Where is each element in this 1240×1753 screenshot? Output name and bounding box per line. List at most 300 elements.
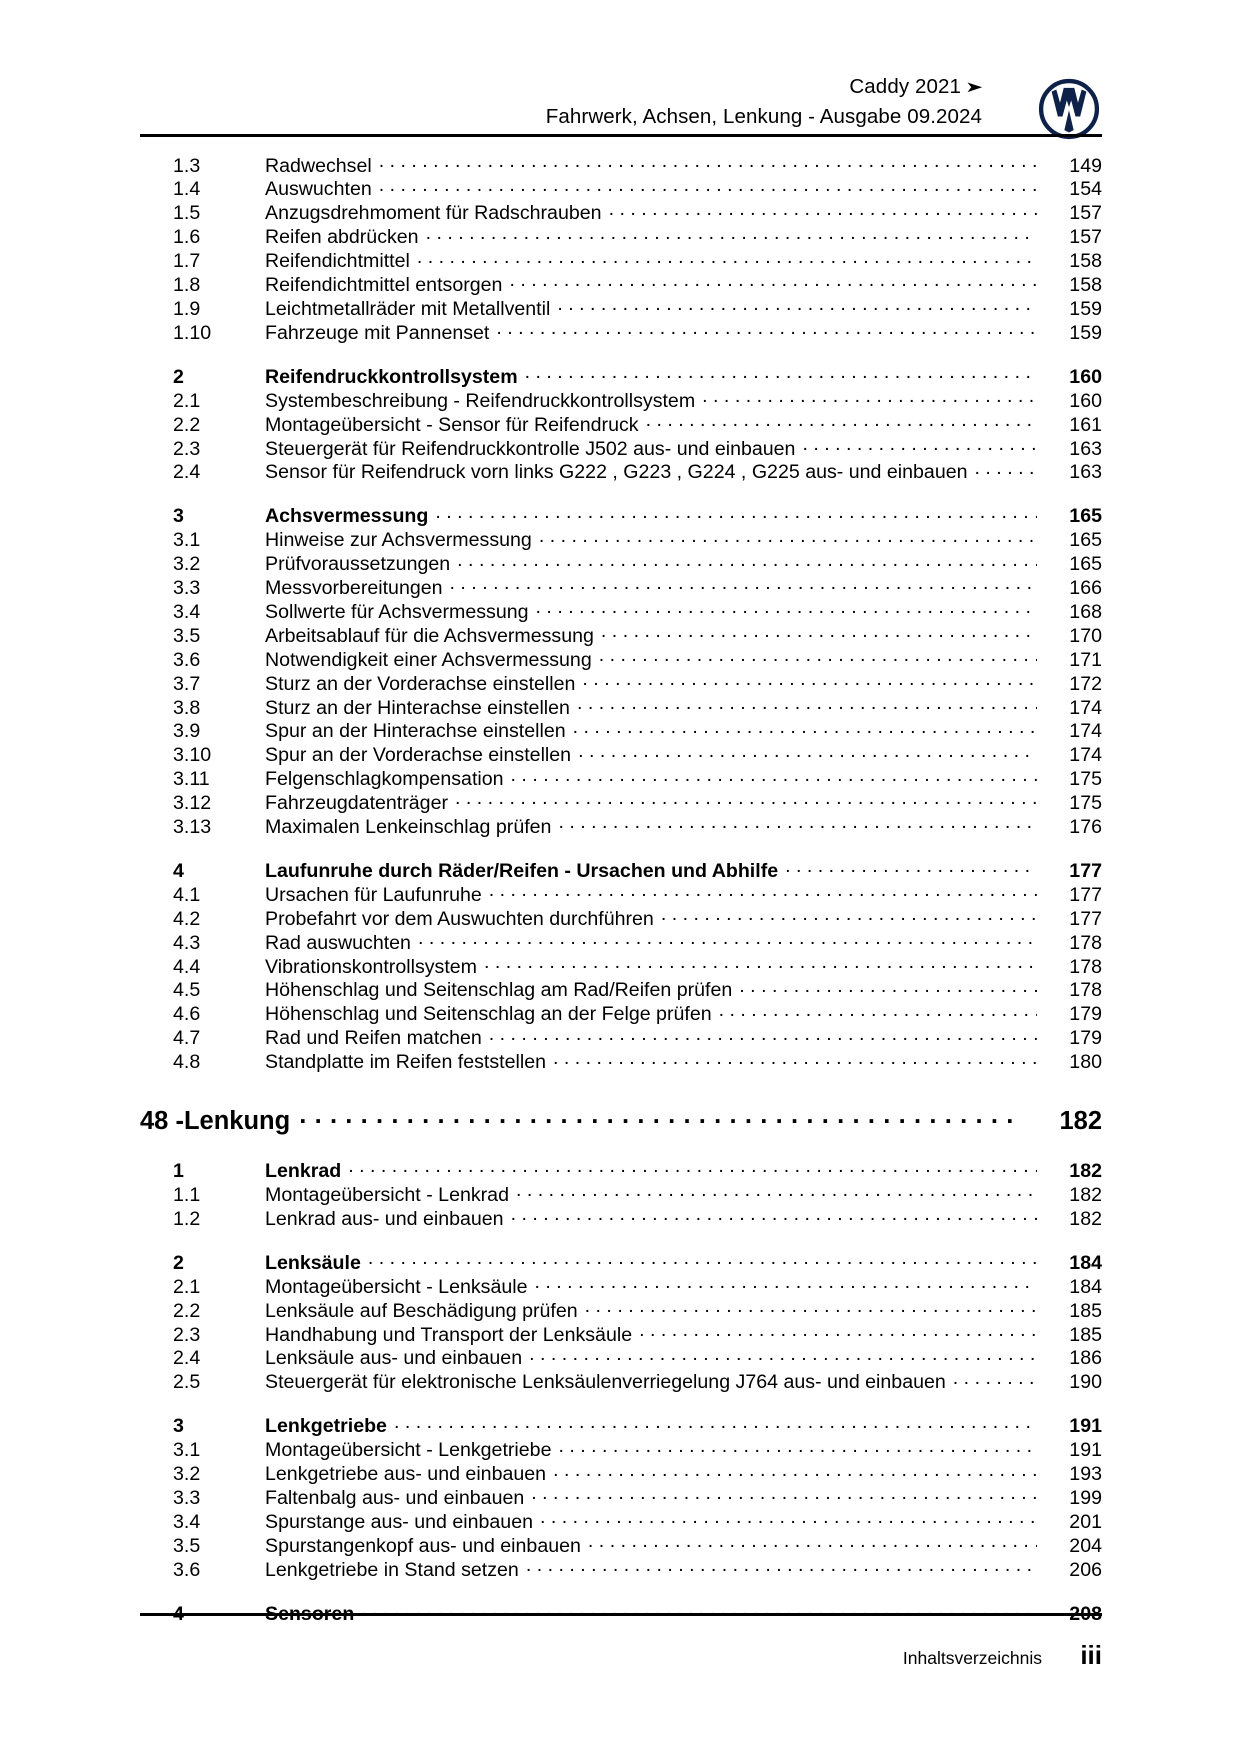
toc-entry-row[interactable] (173, 646, 1102, 670)
toc-entry-row[interactable] (173, 1345, 1102, 1369)
toc-entry-title: Reifendruckkontrollsystem (265, 365, 518, 388)
toc-indent-wrapper (140, 1273, 1102, 1297)
toc-leader-dots (639, 1321, 1037, 1341)
toc-leader-dots (975, 459, 1037, 479)
toc-entry-page: 163 (1069, 461, 1102, 484)
toc-entry-row[interactable] (173, 905, 1102, 929)
toc-leader-dots (348, 1157, 1037, 1177)
toc-entry-row[interactable] (173, 295, 1102, 319)
toc-leader-dots (557, 295, 1037, 315)
toc-entry-row[interactable] (173, 1205, 1102, 1229)
toc-leader-dots (802, 435, 1037, 455)
toc-entry-title: Lenkgetriebe in Stand setzen (265, 1558, 519, 1581)
toc-entry-page: 168 (1069, 600, 1102, 623)
toc-entry-row[interactable] (173, 459, 1102, 483)
toc-indent-wrapper (140, 551, 1102, 575)
toc-entry-number: 3.3 (173, 577, 201, 600)
toc-entry-number: 2 (173, 1251, 184, 1274)
toc-entry-row[interactable] (173, 574, 1102, 598)
toc-entry-number: 1.3 (173, 154, 201, 177)
toc-entry-number: 3.13 (173, 815, 212, 838)
toc-entry-page: 157 (1069, 226, 1102, 249)
toc-entry-number: 1.9 (173, 297, 201, 320)
toc-entry-page: 182 (1069, 1207, 1102, 1230)
toc-entry-number: 2.2 (173, 413, 201, 436)
toc-entry-page: 185 (1069, 1323, 1102, 1346)
toc-entry-title: Notwendigkeit einer Achsvermessung (265, 648, 592, 671)
toc-entry-row[interactable] (173, 176, 1102, 200)
toc-leader-dots (511, 766, 1037, 786)
toc-entry-title: Steuergerät für elektronische Lenksäulenverriegelung J764 aus- und einbauen (265, 1371, 946, 1394)
toc-entry-number: 1.4 (173, 178, 201, 201)
toc-entry-title: Systembeschreibung - Reifendruckkontrollsystem (265, 389, 696, 412)
toc-entry-page: 159 (1069, 297, 1102, 320)
toc-leader-dots (577, 694, 1037, 714)
toc-entry-row[interactable] (173, 551, 1102, 575)
toc-leader-dots (785, 857, 1037, 877)
toc-entry-row[interactable] (173, 1532, 1102, 1556)
toc-leader-dots (953, 1369, 1037, 1389)
toc-entry-number: 3 (173, 1415, 184, 1438)
toc-leader-dots (489, 1025, 1037, 1045)
toc-leader-dots (455, 789, 1037, 809)
toc-entry-row[interactable] (173, 271, 1102, 295)
toc-entry-row[interactable] (173, 598, 1102, 622)
toc-indent-wrapper (140, 1345, 1102, 1369)
toc-leader-dots (535, 1273, 1038, 1293)
toc-entry-page: 172 (1069, 672, 1102, 695)
toc-entry-title: Vibrationskontrollsystem (265, 955, 477, 978)
toc-entry-title: Leichtmetallräder mit Metallventil (265, 297, 551, 320)
toc-entry-page: 208 (1069, 1602, 1102, 1625)
toc-indent-wrapper (140, 387, 1102, 411)
toc-entry-number: 2.3 (173, 1323, 201, 1346)
toc-entry-title: Sturz an der Hinterachse einstellen (265, 696, 570, 719)
toc-entry-title: Felgenschlagkompensation (265, 768, 504, 791)
toc-section-row[interactable] (173, 1413, 1102, 1437)
toc-entry-number: 1.2 (173, 1207, 201, 1230)
toc-entry-number: 4.6 (173, 1003, 201, 1026)
toc-indent-wrapper (140, 574, 1102, 598)
toc-entry-page: 191 (1069, 1439, 1102, 1462)
toc-entry-title: Sensoren (265, 1602, 355, 1625)
toc-leader-dots (426, 224, 1037, 244)
toc-entry-page: 185 (1069, 1299, 1102, 1322)
toc-entry-title: Laufunruhe durch Räder/Reifen - Ursachen und Abhilfe (265, 859, 779, 882)
toc-indent-wrapper (140, 319, 1102, 343)
toc-leader-dots (558, 813, 1037, 833)
toc-entry-page: 204 (1069, 1534, 1102, 1557)
toc-entry-title: Lenkung (183, 1106, 291, 1135)
toc-entry-title: Sturz an der Vorderachse einstellen (265, 672, 576, 695)
toc-leader-dots (525, 363, 1037, 383)
toc-leader-dots (526, 1556, 1037, 1576)
toc-entry-page: 170 (1069, 624, 1102, 647)
toc-entry-number: 4.1 (173, 883, 201, 906)
toc-indent-wrapper (140, 1321, 1102, 1345)
toc-entry-row[interactable] (173, 248, 1102, 272)
toc-entry-title: Reifendichtmittel (265, 250, 410, 273)
toc-entry-row[interactable] (173, 789, 1102, 813)
toc-indent-wrapper (140, 1437, 1102, 1461)
toc-leader-dots (702, 387, 1037, 407)
toc-entry-row[interactable] (173, 953, 1102, 977)
toc-entry-row[interactable] (173, 1025, 1102, 1049)
toc-indent-wrapper (140, 152, 1102, 176)
toc-entry-page: 201 (1069, 1510, 1102, 1533)
toc-entry-page: 174 (1069, 696, 1102, 719)
toc-leader-dots (417, 248, 1037, 268)
toc-indent-wrapper (140, 622, 1102, 646)
toc-leader-dots (361, 1600, 1037, 1620)
toc-leader-dots (573, 718, 1037, 738)
toc-entry-title: Lenksäule aus- und einbauen (265, 1347, 523, 1370)
toc-entry-page: 184 (1069, 1251, 1102, 1274)
toc-leader-dots (719, 1001, 1037, 1021)
toc-entry-number: 4.4 (173, 955, 201, 978)
toc-leader-dots (609, 200, 1037, 220)
toc-indent-wrapper (140, 929, 1102, 953)
toc-indent-wrapper (140, 1413, 1102, 1437)
toc-entry-page: 191 (1069, 1415, 1102, 1438)
toc-entry-row[interactable] (173, 1437, 1102, 1461)
toc-entry-number: 3.6 (173, 1558, 201, 1581)
toc-entry-page: 182 (1059, 1106, 1102, 1135)
toc-leader-dots (418, 929, 1037, 949)
toc-leader-dots (601, 622, 1037, 642)
toc-section-row[interactable] (173, 1249, 1102, 1273)
toc-indent-wrapper (140, 1484, 1102, 1508)
toc-entry-number: 4 (173, 859, 184, 882)
toc-entry-row[interactable] (173, 1297, 1102, 1321)
toc-entry-row[interactable] (173, 766, 1102, 790)
toc-indent-wrapper (140, 694, 1102, 718)
page-footer (140, 1640, 1102, 1671)
toc-entry-row[interactable] (173, 622, 1102, 646)
toc-entry-row[interactable] (173, 1369, 1102, 1393)
toc-leader-dots (539, 527, 1037, 547)
toc-entry-number: 3.10 (173, 744, 212, 767)
toc-entry-page: 171 (1069, 648, 1102, 671)
toc-entry-number: 4.3 (173, 931, 201, 954)
toc-entry-row[interactable] (173, 152, 1102, 176)
toc-entry-row[interactable] (173, 527, 1102, 551)
toc-entry-row[interactable] (173, 1001, 1102, 1025)
toc-entry-number: 2.1 (173, 389, 201, 412)
toc-indent-wrapper (140, 411, 1102, 435)
toc-entry-number: 1.1 (173, 1183, 201, 1206)
toc-entry-row[interactable] (173, 387, 1102, 411)
toc-entry-number: 48 - (140, 1106, 184, 1135)
toc-leader-dots (739, 977, 1037, 997)
toc-entry-page: 184 (1069, 1275, 1102, 1298)
toc-entry-number: 2.4 (173, 1347, 201, 1370)
toc-entry-page: 165 (1069, 529, 1102, 552)
toc-entry-title: Spur an der Vorderachse einstellen (265, 744, 572, 767)
toc-leader-dots (435, 503, 1037, 523)
toc-leader-dots (646, 411, 1037, 431)
toc-indent-wrapper (140, 905, 1102, 929)
toc-indent-wrapper (140, 1600, 1102, 1624)
toc-entry-row[interactable] (173, 670, 1102, 694)
toc-entry-row[interactable] (173, 929, 1102, 953)
toc-entry-title: Montageübersicht - Sensor für Reifendruck (265, 413, 639, 436)
toc-entry-page: 178 (1069, 979, 1102, 1002)
toc-entry-row[interactable] (173, 200, 1102, 224)
toc-indent-wrapper (140, 459, 1102, 483)
toc-entry-title: Faltenbalg aus- und einbauen (265, 1487, 525, 1509)
toc-entry-title: Sensor für Reifendruck vorn links G222 , G223 , G224 , G225 aus- und einbauen (265, 461, 968, 484)
toc-leader-dots (368, 1249, 1037, 1269)
toc-entry-title: Spurstange aus- und einbauen (265, 1510, 533, 1533)
toc-entry-title: Messvorbereitungen (265, 577, 443, 600)
toc-indent-wrapper (140, 295, 1102, 319)
toc-leader-dots (553, 1461, 1037, 1481)
toc-leader-dots (661, 905, 1037, 925)
toc-entry-title: Höhenschlag und Seitenschlag am Rad/Reifen prüfen (265, 979, 733, 1002)
toc-indent-wrapper (140, 881, 1102, 905)
toc-entry-title: Montageübersicht - Lenkgetriebe (265, 1439, 552, 1462)
toc-entry-page: 186 (1069, 1347, 1102, 1370)
toc-indent-wrapper (140, 789, 1102, 813)
toc-entry-number: 3.8 (173, 696, 201, 719)
toc-entry-title: Fahrzeugdatenträger (265, 792, 448, 815)
toc-indent-wrapper (140, 1297, 1102, 1321)
toc-entry-title: Lenkgetriebe aus- und einbauen (265, 1463, 547, 1486)
toc-leader-dots (489, 881, 1037, 901)
toc-entry-page: 165 (1069, 553, 1102, 576)
toc-entry-number: 4.7 (173, 1027, 201, 1050)
header-title-block (546, 72, 982, 131)
toc-entry-page: 193 (1069, 1463, 1102, 1486)
table-of-contents (140, 152, 1102, 1624)
toc-entry-title: Höhenschlag und Seitenschlag an der Felge prüfen (265, 1003, 712, 1026)
toc-entry-number: 2.3 (173, 437, 201, 460)
toc-section-row[interactable] (173, 857, 1102, 881)
toc-entry-page: 177 (1069, 883, 1102, 906)
toc-entry-row[interactable] (173, 435, 1102, 459)
toc-entry-row[interactable] (173, 881, 1102, 905)
toc-entry-number: 3.2 (173, 1463, 201, 1486)
toc-entry-number: 2.2 (173, 1299, 201, 1322)
toc-entry-page: 158 (1069, 250, 1102, 273)
toc-entry-number: 3.4 (173, 600, 201, 623)
toc-leader-dots (496, 319, 1037, 339)
header-model: Caddy 2021 (849, 75, 961, 98)
toc-indent-wrapper (140, 1001, 1102, 1025)
toc-entry-page: 163 (1069, 437, 1102, 460)
toc-entry-number: 2.4 (173, 461, 201, 484)
toc-indent-wrapper (140, 1532, 1102, 1556)
toc-indent-wrapper (140, 1249, 1102, 1273)
toc-indent-wrapper (140, 1556, 1102, 1580)
toc-entry-page: 182 (1069, 1183, 1102, 1206)
toc-entry-row[interactable] (173, 718, 1102, 742)
toc-indent-wrapper (140, 766, 1102, 790)
toc-entry-row[interactable] (173, 224, 1102, 248)
toc-indent-wrapper (140, 1205, 1102, 1229)
toc-entry-number: 3.4 (173, 1510, 201, 1533)
toc-entry-page: 166 (1069, 577, 1102, 600)
toc-entry-number: 4.8 (173, 1051, 201, 1074)
toc-section-row[interactable] (173, 503, 1102, 527)
toc-section-row[interactable] (173, 1600, 1102, 1624)
toc-entry-title: Lenksäule (265, 1251, 361, 1274)
toc-entry-page: 158 (1069, 274, 1102, 297)
toc-entry-row[interactable] (173, 1508, 1102, 1532)
toc-entry-page: 160 (1069, 389, 1102, 412)
toc-indent-wrapper (140, 248, 1102, 272)
toc-entry-row[interactable] (173, 977, 1102, 1001)
toc-indent-wrapper (140, 813, 1102, 837)
toc-entry-title: Fahrzeuge mit Pannenset (265, 321, 490, 344)
toc-section-row[interactable] (173, 363, 1102, 387)
toc-entry-page: 178 (1069, 955, 1102, 978)
toc-entry-row[interactable] (173, 1321, 1102, 1345)
toc-entry-number: 2.5 (173, 1371, 201, 1394)
toc-entry-number: 3.12 (173, 792, 212, 815)
toc-entry-row[interactable] (173, 694, 1102, 718)
toc-entry-page: 165 (1069, 505, 1102, 528)
toc-entry-page: 149 (1069, 154, 1102, 177)
toc-leader-dots (540, 1508, 1037, 1528)
toc-entry-title: Rad und Reifen matchen (265, 1027, 482, 1050)
toc-entry-title: Lenkrad aus- und einbauen (265, 1207, 504, 1230)
toc-entry-title: Radwechsel (265, 154, 372, 177)
toc-indent-wrapper (140, 953, 1102, 977)
toc-leader-dots (394, 1413, 1037, 1433)
toc-entry-title: Prüfvoraussetzungen (265, 553, 451, 576)
toc-leader-dots (558, 1437, 1037, 1457)
toc-indent-wrapper (140, 271, 1102, 295)
toc-entry-number: 1.5 (173, 202, 201, 225)
toc-entry-page: 178 (1069, 931, 1102, 954)
toc-leader-dots (379, 176, 1037, 196)
toc-entry-row[interactable] (173, 742, 1102, 766)
toc-indent-wrapper (140, 1049, 1102, 1073)
toc-indent-wrapper (140, 224, 1102, 248)
toc-entry-title: Ursachen für Laufunruhe (265, 883, 482, 906)
toc-entry-title: Hinweise zur Achsvermessung (265, 529, 532, 552)
toc-indent-wrapper (140, 1369, 1102, 1393)
toc-entry-page: 154 (1069, 178, 1102, 201)
toc-entry-row[interactable] (173, 411, 1102, 435)
toc-leader-dots (457, 551, 1037, 571)
toc-entry-number: 3.2 (173, 553, 201, 576)
volkswagen-logo-icon (1038, 78, 1100, 140)
toc-entry-number: 3.5 (173, 624, 201, 647)
toc-entry-page: 190 (1069, 1371, 1102, 1394)
toc-entry-title: Auswuchten (265, 178, 372, 201)
toc-indent-wrapper (140, 718, 1102, 742)
toc-entry-title: Handhabung und Transport der Lenksäule (265, 1323, 633, 1346)
toc-entry-number: 1.7 (173, 250, 201, 273)
toc-indent-wrapper (140, 1508, 1102, 1532)
toc-leader-dots (588, 1532, 1037, 1552)
toc-indent-wrapper (140, 503, 1102, 527)
toc-indent-wrapper (140, 435, 1102, 459)
page-header (140, 72, 1100, 158)
toc-leader-dots (516, 1181, 1037, 1201)
toc-entry-number: 3.3 (173, 1487, 201, 1509)
toc-leader-dots (599, 646, 1037, 666)
toc-entry-title: Lenkgetriebe (265, 1415, 387, 1438)
toc-entry-row[interactable] (173, 813, 1102, 837)
toc-indent-wrapper (140, 742, 1102, 766)
toc-entry-page: 206 (1069, 1558, 1102, 1581)
toc-entry-title: Montageübersicht - Lenkrad (265, 1183, 509, 1206)
toc-leader-dots (299, 1103, 1021, 1129)
toc-entry-page: 177 (1069, 859, 1102, 882)
toc-entry-row[interactable] (173, 1461, 1102, 1485)
toc-entry-number: 4.2 (173, 907, 201, 930)
toc-entry-row[interactable] (173, 1181, 1102, 1205)
toc-entry-number: 3.11 (173, 768, 210, 791)
toc-entry-title: Maximalen Lenkeinschlag prüfen (265, 815, 552, 838)
footer-label: Inhaltsverzeichnis (902, 1648, 1042, 1668)
toc-entry-number: 1.10 (173, 321, 212, 344)
header-divider (140, 134, 1102, 137)
toc-entry-row[interactable] (173, 319, 1102, 343)
toc-leader-dots (553, 1049, 1037, 1069)
toc-section-row[interactable] (173, 1157, 1102, 1181)
toc-entry-number: 1.8 (173, 274, 201, 297)
toc-entry-title: Montageübersicht - Lenksäule (265, 1275, 528, 1298)
toc-entry-number: 3 (173, 505, 184, 528)
toc-entry-page: 182 (1069, 1159, 1102, 1182)
toc-entry-title: Standplatte im Reifen feststellen (265, 1051, 546, 1074)
toc-entry-page: 174 (1069, 744, 1102, 767)
toc-entry-number: 3.1 (173, 1439, 201, 1462)
toc-indent-wrapper (140, 363, 1102, 387)
toc-entry-page: 177 (1069, 907, 1102, 930)
toc-entry-page: 175 (1069, 792, 1102, 815)
toc-entry-page: 175 (1069, 768, 1102, 791)
toc-indent-wrapper (140, 857, 1102, 881)
toc-entry-number: 4.5 (173, 979, 201, 1002)
toc-entry-number: 3.1 (173, 529, 201, 552)
footer-page-number: iii (1080, 1640, 1102, 1670)
toc-entry-page: 179 (1069, 1003, 1102, 1026)
toc-entry-row[interactable] (173, 1484, 1102, 1508)
toc-indent-wrapper (140, 598, 1102, 622)
toc-leader-dots (511, 1205, 1037, 1225)
toc-indent-wrapper (140, 1157, 1102, 1181)
toc-indent-wrapper (140, 527, 1102, 551)
toc-entry-number: 3.5 (173, 1534, 201, 1557)
toc-entry-number: 2 (173, 365, 184, 388)
toc-entry-number: 3.9 (173, 720, 201, 743)
toc-entry-page: 180 (1069, 1051, 1102, 1074)
toc-entry-row[interactable] (173, 1049, 1102, 1073)
toc-entry-title: Rad auswuchten (265, 931, 411, 954)
toc-entry-number: 4 (173, 1602, 184, 1625)
toc-entry-number: 3.6 (173, 648, 201, 671)
toc-entry-number: 3.7 (173, 672, 201, 695)
toc-entry-title: Steuergerät für Reifendruckkontrolle J502 aus- und einbauen (265, 437, 796, 460)
header-model-line (546, 72, 982, 102)
toc-entry-page: 176 (1069, 815, 1102, 838)
toc-entry-title: Spurstangenkopf aus- und einbauen (265, 1534, 581, 1557)
toc-chapter-row[interactable] (140, 1103, 1102, 1137)
toc-leader-dots (582, 670, 1037, 690)
toc-entry-title: Lenksäule auf Beschädigung prüfen (265, 1299, 578, 1322)
toc-entry-row[interactable] (173, 1273, 1102, 1297)
toc-entry-row[interactable] (173, 1556, 1102, 1580)
right-arrow-icon: ➤ (965, 79, 984, 97)
toc-leader-dots (585, 1297, 1037, 1317)
toc-entry-page: 157 (1069, 202, 1102, 225)
